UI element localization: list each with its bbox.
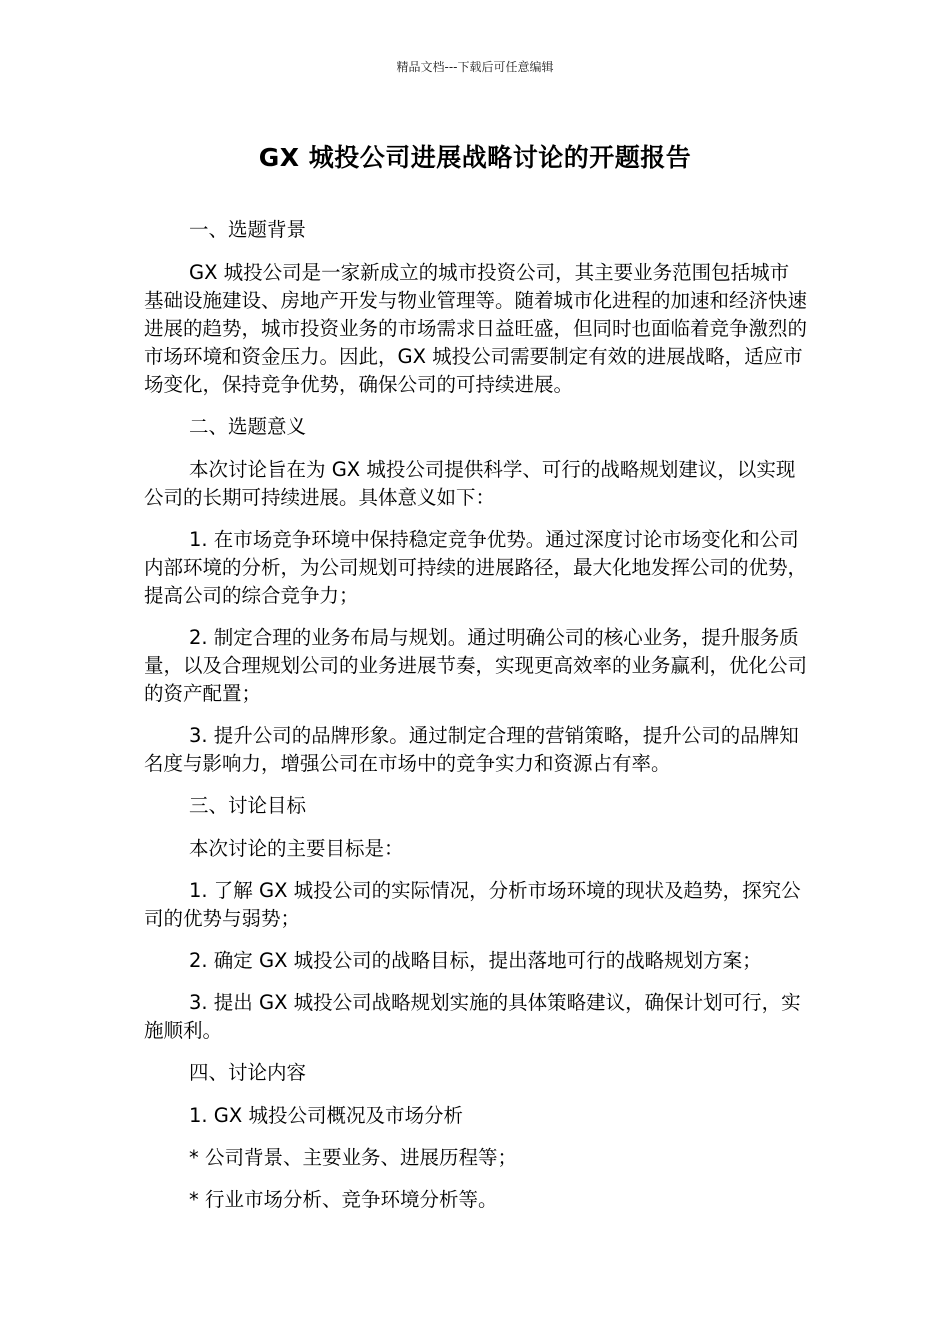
bullet-item-content-1: * 公司背景、主要业务、进展历程等； [189,1146,517,1169]
list-item-significance-2: 2. 制定合理的业务布局与规划。通过明确公司的核心业务，提升服务质量，以及合理规划公司的业务进展节奏，实现更高效率的业务赢利，优化公司的资产配置； [144,626,808,705]
document-title: GX 城投公司进展战略讨论的开题报告 [258,143,692,172]
list-item-goal-2: 2. 确定 GX 城投公司的战略目标，提出落地可行的战略规划方案； [189,949,762,972]
section-heading-background: 一、选题背景 [189,218,307,241]
paragraph-background: GX 城投公司是一家新成立的城市投资公司，其主要业务范围包括城市基础设施建设、房地产开发与物业管理等。随着城市化进程的加速和经济快速进展的趋势，城市投资业务的市场需求日益旺盛，但同时也面临着竞争激烈的市场环境和资金压力。因此，GX 城投公司需要制定有效的进展战略，适应市场变化，保持竞争优势，确保公司的可持续进展。 [144,261,808,396]
section-heading-significance: 二、选题意义 [189,415,307,438]
paragraph-significance-intro: 本次讨论旨在为 GX 城投公司提供科学、可行的战略规划建议，以实现公司的长期可持续进展。具体意义如下： [144,458,796,509]
list-item-goal-3: 3. 提出 GX 城投公司战略规划实施的具体策略建议，确保计划可行，实施顺利。 [144,991,801,1042]
list-item-significance-1: 1. 在市场竞争环境中保持稳定竞争优势。通过深度讨论市场变化和公司内部环境的分析，为公司规划可持续的进展路径，最大化地发挥公司的优势，提高公司的综合竞争力； [144,528,808,607]
section-heading-content: 四、讨论内容 [189,1061,307,1084]
list-item-content-1: 1. GX 城投公司概况及市场分析 [189,1104,463,1127]
bullet-item-content-2: * 行业市场分析、竞争环境分析等。 [189,1188,498,1211]
header-note: 精品文档---下载后可任意编辑 [396,60,554,74]
list-item-goal-1: 1. 了解 GX 城投公司的实际情况，分析市场环境的现状及趋势，探究公司的优势与弱势； [144,879,801,930]
section-heading-goals: 三、讨论目标 [189,794,307,817]
document-body [144,216,808,1228]
list-item-significance-3: 3. 提升公司的品牌形象。通过制定合理的营销策略，提升公司的品牌知名度与影响力，增强公司在市场中的竞争实力和资源占有率。 [144,724,799,775]
paragraph-goals-intro: 本次讨论的主要目标是： [189,837,404,860]
